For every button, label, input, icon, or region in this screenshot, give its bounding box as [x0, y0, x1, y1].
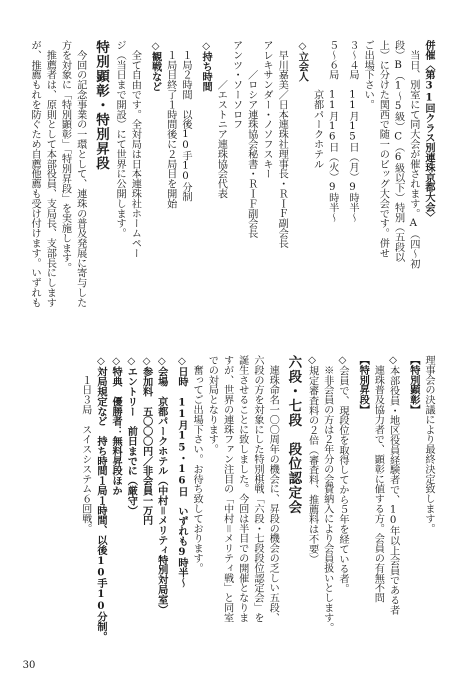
- text-line: １局目終了１時間後に２局目を開始: [164, 40, 176, 209]
- text-line: ◇本部役員・地区役員経験者で、10年以上会員である者: [387, 355, 399, 615]
- text-line: １局２時間 以後10手10分制: [179, 40, 191, 202]
- text-line: ◇特典 優勝者：無料昇段ほか: [110, 355, 123, 496]
- text-line: ◇会員で、現段位を取得してから５年を経ている者。: [336, 355, 348, 594]
- bottom-column: [40, 355, 436, 645]
- text-line: 特別顕彰・特別昇段: [92, 40, 109, 171]
- text-line: 連珠命名一〇〇周年の機会に、昇段の機会の乏しい五段、: [267, 355, 279, 623]
- text-line: での対局となります。: [206, 355, 218, 455]
- text-line: ◇持ち時間: [200, 40, 213, 92]
- page-number: 30: [22, 660, 36, 671]
- text-line: ジ（当日まで開設）にて世界に公開します。: [114, 40, 126, 239]
- text-line: 上）に分けた関西で随一のビッグ大会です。併せ: [377, 40, 389, 258]
- text-line: ◇対局規定など 持ち時間１局１時間、以後10手10分制。: [94, 355, 107, 642]
- text-line: ◇観戦など: [149, 40, 162, 92]
- text-line: 段）B（1〜5級）C（6級以下）特別（五段以: [392, 40, 404, 262]
- text-line: ／エストニア連珠協会代表: [215, 40, 227, 199]
- top-column: [29, 40, 436, 335]
- text-line: 理事会の決議により最終決定致します。: [423, 355, 434, 534]
- text-line: ◇日時 11月15・16日 いずれも9時半〜: [175, 355, 188, 588]
- text-line: 京都パークホテル: [311, 40, 323, 169]
- text-line: ◇参加料 五〇〇〇円／非会員一万円: [140, 355, 153, 526]
- text-line: ご出場下さい。: [362, 40, 374, 110]
- text-line: ◇立会人: [296, 40, 309, 82]
- text-line: アンツ・ソーソロフ: [230, 40, 242, 130]
- text-line: 【特別顕彰】: [407, 355, 420, 415]
- text-line: 奮ってご出場下さい。お待ち致しております。: [191, 355, 203, 573]
- text-line: ◇会場 京都パークホテル（中村＝メリティ特別対局室）: [155, 355, 168, 615]
- text-line: 【特別昇段】: [357, 355, 370, 415]
- text-line: ◇エントリー 前日までに（厳守）: [125, 355, 138, 516]
- text-line: 全て自由です。全対局は日本連珠社ホームペー: [129, 40, 141, 258]
- text-line: 当日、別室にて同大会が催されます。A（四〜初: [407, 40, 419, 269]
- text-line: 方を対象に「特別顕彰」「特別昇段」を実施します。: [59, 40, 71, 273]
- text-line: ※非会員の方は２年分の会費納入により会員扱いとします。: [321, 355, 333, 633]
- text-line: 今回の記念事業の一環として、連珠の普及発展に寄与した: [74, 40, 86, 308]
- text-line: 連珠普及協力者で、顕彰に値する方。会員の有無不問: [372, 355, 384, 603]
- text-line: ◇規定審査料の２倍（審査料、推薦料は不要）: [306, 355, 318, 564]
- text-line: 誕生させることに致しました。今回は半目での開催となりま: [236, 355, 248, 623]
- text-line: 六段・七段 段位認定会: [285, 355, 302, 515]
- text-line: 早川嘉美／日本連珠社理事長・ＲＩＦ副会長: [276, 40, 288, 248]
- text-line: 推薦者は、原則として本部役員、支局長、支部長にします: [44, 40, 56, 308]
- text-line: ３〜４局 11月15日（月）9時半〜: [346, 40, 358, 223]
- text-line: １日３局 スイスシステム６回戦。: [79, 355, 91, 534]
- text-line: 併催〈第31回クラス別連珠京都大会〉: [423, 40, 435, 222]
- text-line: ５〜６局 11月16日（火）9時半〜: [326, 40, 338, 223]
- text-line: ／ロシア連珠協会秘書・ＲＩＦ副会長: [245, 40, 257, 239]
- text-line: 六段の方を対象にした特別棋戦「六段・七段段位認定会」を: [251, 355, 263, 623]
- text-line: が、推薦もれを防ぐため自薦他薦も受け付けます。いずれも: [29, 40, 41, 308]
- text-line: すが、世界の連珠ファン注目の「中村＝メリティ戦」と同室: [221, 355, 233, 623]
- text-line: アレキサンダー・ノソフスキー: [260, 40, 272, 179]
